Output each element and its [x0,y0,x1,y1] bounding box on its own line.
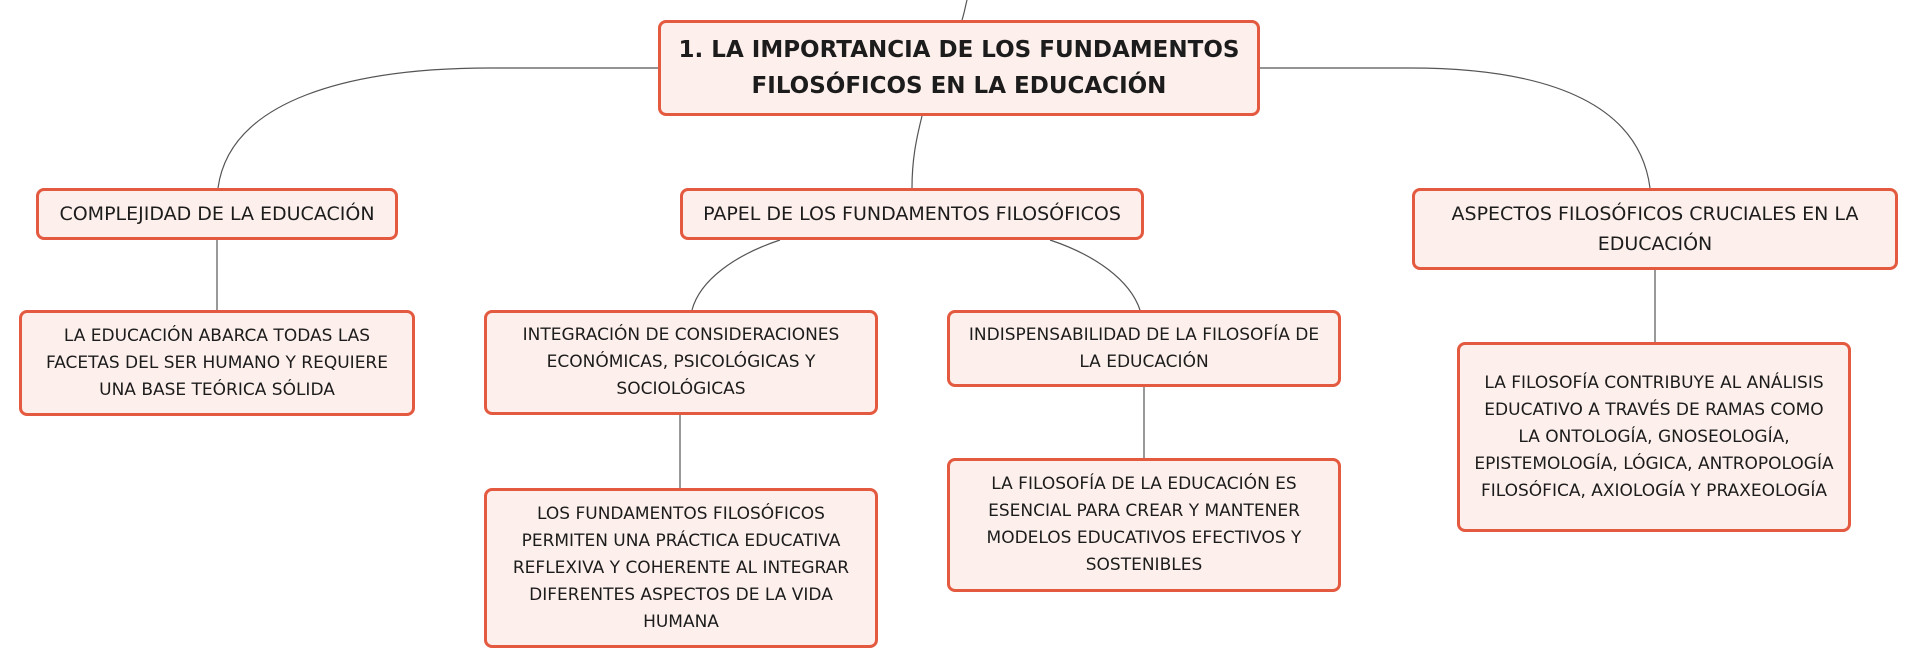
detail-complejidad-label: LA EDUCACIÓN ABARCA TODAS LAS FACETAS DEL SER HUMANO Y REQUIERE UNA BASE TEÓRICA SÓLIDA [45,325,388,400]
topic-complejidad[interactable] [36,188,398,240]
topic-indispensabilidad-label: INDISPENSABILIDAD DE LA FILOSOFÍA DE LA EDUCACIÓN [968,324,1320,372]
connector-root-to-complejidad [218,68,658,188]
root-topic[interactable] [658,20,1260,116]
connector-papel-to-integracion [692,240,780,310]
topic-integracion[interactable] [484,310,878,415]
detail-integracion-label: LOS FUNDAMENTOS FILOSÓFICOS PERMITEN UNA PRÁCTICA EDUCATIVA REFLEXIVA Y COHERENTE AL INTEGRAR DIFERENTES ASPECTOS DE LA VIDA HUMANA [512,503,850,632]
root-topic-label: 1. LA IMPORTANCIA DE LOS FUNDAMENTOS FILOSÓFICOS EN LA EDUCACIÓN [678,37,1240,99]
topic-complejidad-label: COMPLEJIDAD DE LA EDUCACIÓN [59,203,375,225]
topic-aspectos[interactable] [1412,188,1898,270]
connector-papel-to-indispensabilidad [1050,240,1140,310]
topic-papel[interactable] [680,188,1144,240]
connector-root-to-aspectos [1260,68,1650,188]
connector-parent-to-root [962,0,967,20]
topic-integracion-label: INTEGRACIÓN DE CONSIDERACIONES ECONÓMICAS, PSICOLÓGICAS Y SOCIOLÓGICAS [522,325,840,399]
detail-indispensabilidad-label: LA FILOSOFÍA DE LA EDUCACIÓN ES ESENCIAL PARA CREAR Y MANTENER MODELOS EDUCATIVOS EFECTIVOS Y SOSTENIBLES [986,474,1302,575]
connector-root-to-papel [912,116,922,188]
topic-indispensabilidad[interactable] [947,310,1341,387]
topic-papel-label: PAPEL DE LOS FUNDAMENTOS FILOSÓFICOS [703,203,1121,225]
detail-indispensabilidad[interactable] [947,458,1341,592]
detail-aspectos[interactable] [1457,342,1851,532]
detail-aspectos-label: LA FILOSOFÍA CONTRIBUYE AL ANÁLISIS EDUCATIVO A TRAVÉS DE RAMAS COMO LA ONTOLOGÍA, GNOSEOLOGÍA, EPISTEMOLOGÍA, LÓGICA, ANTROPOLOGÍA FILOSÓFICA, AXIOLOGÍA Y PRAXEOLOGÍA [1474,372,1834,501]
topic-aspectos-label: ASPECTOS FILOSÓFICOS CRUCIALES EN LA EDUCACIÓN [1451,203,1859,255]
detail-integracion[interactable] [484,488,878,648]
detail-complejidad[interactable] [19,310,415,416]
